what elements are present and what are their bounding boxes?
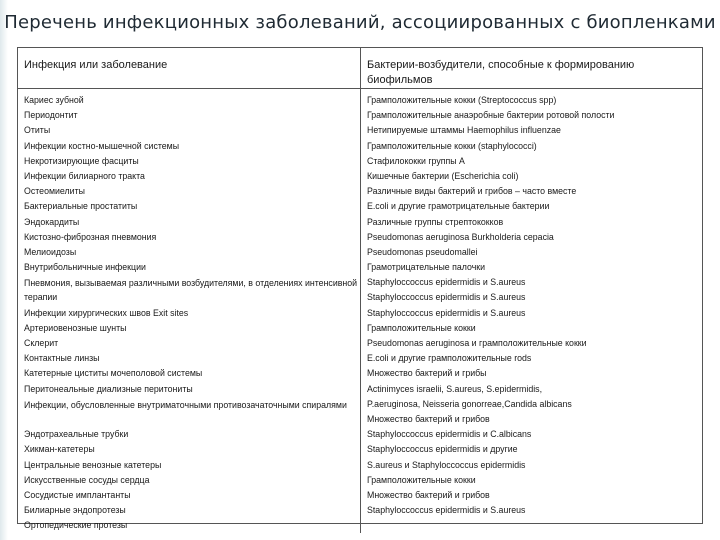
infection-cell: Контактные линзы: [24, 353, 100, 364]
infection-cell: Искусственные сосуды сердца: [24, 474, 150, 485]
infection-cell: Билиарные эндопротезы: [24, 505, 126, 516]
bacteria-cell: Staphyloccoccus epidermidis и другие: [367, 444, 518, 455]
bacteria-cell: Staphyloccoccus epidermidis и C.albicans: [367, 429, 532, 440]
table-body: [18, 89, 702, 533]
header-bacteria: Бактерии-возбудители, способные к формированию биофильмов: [367, 59, 635, 86]
bacteria-cell: Грамположительные кокки (staphylococci): [367, 140, 537, 151]
bacteria-cell: P.aeruginosa, Neisseria gonorreae,Candida albicans: [367, 398, 572, 409]
infection-cell: Хикман-катетеры: [24, 444, 95, 455]
header-infection: Инфекция или заболевание: [18, 48, 361, 88]
bacteria-cell: Различные виды бактерий и грибов – часто вместе: [367, 186, 577, 197]
infection-cell: Кариес зубной: [24, 95, 84, 105]
infection-cell: Отиты: [24, 125, 51, 136]
bacteria-cell: Actinimyces israelii, S.aureus, S.epidermidis,: [367, 383, 543, 394]
infection-cell: Инфекции хирургических швов Exit sites: [24, 307, 189, 318]
bacteria-cell: Staphyloccoccus epidermidis и S.aureus: [367, 277, 526, 288]
infection-cell: Ортопедические протезы: [24, 520, 128, 531]
bacteria-cell: Грамположительные кокки: [367, 474, 476, 485]
infection-cell: Инфекции костно-мышечной системы: [24, 140, 180, 151]
bacteria-cell: Pseudomonas aeruginosa Burkholderia cepacia: [367, 231, 554, 242]
decorative-left-stripe: [0, 0, 8, 540]
bacteria-cell: Staphyloccoccus epidermidis и S.aureus: [367, 505, 526, 516]
table-header: [18, 48, 702, 89]
bacteria-cell: Множество бактерий и грибов: [367, 489, 490, 500]
infections-table: [17, 47, 703, 531]
bacteria-cell: Грамотрицательные палочки: [367, 262, 486, 273]
bacteria-cell: Нетипируемые штаммы Haemophilus influenzae: [367, 125, 561, 136]
bacteria-cell: Грамположительные анаэробные бактерии ротовой полости: [367, 110, 615, 121]
bacteria-cell: Множество бактерий и грибы: [367, 368, 487, 379]
infection-cell: Инфекции, обусловленные внутриматочными противозачаточными спиралями: [24, 399, 347, 410]
infection-cell: Катетерные циститы мочеполовой системы: [24, 368, 203, 379]
bacteria-cell: Грамположительные кокки (Streptococcus spp): [367, 95, 557, 105]
page-title: Перечень инфекционных заболеваний, ассоциированных с биопленками: [4, 12, 716, 33]
bacteria-cell: Pseudomonas pseudomallei: [367, 246, 478, 257]
infection-cell: Эндотрахеальные трубки: [24, 429, 129, 440]
infection-cell: Центральные венозные катетеры: [24, 459, 162, 470]
bacteria-cell: Pseudomonas aeruginosa и грамположительные кокки: [367, 338, 587, 348]
bacteria-cell: Кишечные бактерии (Escherichia coli): [367, 170, 519, 181]
infection-column: [18, 89, 361, 533]
bacteria-column: [361, 89, 702, 533]
infection-cell: Бактериальные простатиты: [24, 201, 138, 212]
bacteria-cell: S.aureus и Staphyloccoccus epidermidis: [367, 459, 526, 470]
infection-cell: Инфекции билиарного тракта: [24, 170, 145, 181]
infection-cell: Кистозно-фиброзная пневмония: [24, 231, 157, 242]
bacteria-cell: Стафилококки группы А: [367, 155, 465, 166]
bacteria-cell: Грамположительные кокки: [367, 322, 476, 333]
infection-cell: Сосудистые имплантанты: [24, 489, 131, 500]
infection-cell: Мелиоидозы: [24, 246, 77, 257]
infection-cell: Артериовенозные шунты: [24, 322, 127, 333]
infection-cell: Остеомиелиты: [24, 186, 85, 197]
infection-cell: Перитонеальные диализные перитониты: [24, 383, 193, 394]
bacteria-cell: Staphyloccoccus epidermidis и S.aureus: [367, 292, 526, 303]
infection-cell: Внутрибольничные инфекции: [24, 262, 146, 273]
infection-cell: Некротизирующие фасциты: [24, 155, 139, 166]
bacteria-cell: Множество бактерий и грибов: [367, 413, 490, 424]
bacteria-cell: Различные группы стрептококков: [367, 216, 504, 227]
infection-cell: Склерит: [24, 338, 59, 349]
infection-cell: Периодонтит: [24, 110, 78, 121]
bacteria-cell: Staphyloccoccus epidermidis и S.aureus: [367, 307, 526, 318]
infection-cell: Эндокардиты: [24, 216, 80, 227]
bacteria-cell: E.coli и другие грамположительные rods: [367, 353, 532, 364]
infection-cell: Пневмония, вызываемая различными возбудителями, в отделениях интенсивной терапии: [24, 278, 358, 303]
bacteria-cell: E.coli и другие грамотрицательные бактерии: [367, 201, 550, 212]
